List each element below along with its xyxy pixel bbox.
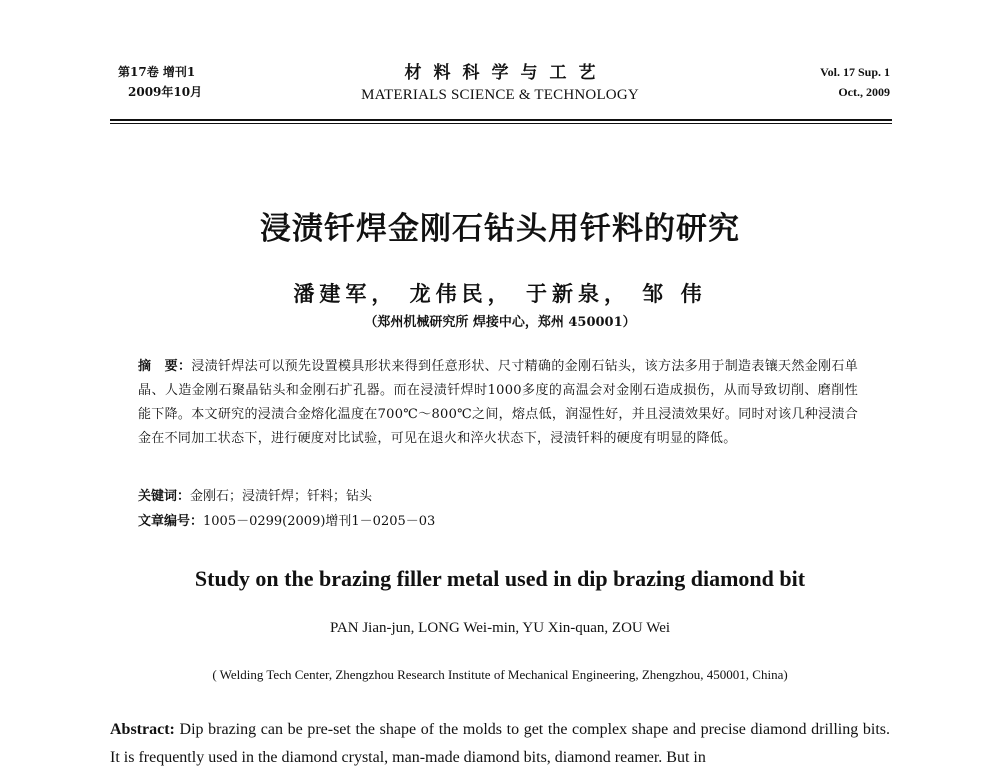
- volume-en: Vol. 17 Sup. 1: [820, 65, 890, 79]
- abstract-en: [110, 716, 890, 772]
- abstract-cn-text: 浸渍钎焊法可以预先设置模具形状来得到任意形状、尺寸精确的金刚石钻头，该方法多用于制造表镶天然金刚石单晶、人造金刚石聚晶钻头和金刚石扩孔器。而在浸渍钎焊时1000多度的高温会对金刚石造成损伤，从而导致切削、磨削性能下降。本文研究的浸渍合金熔化温度在700℃～800℃之间，熔点低，润湿性好，并且浸渍效果好。同时对该几种浸渍合金在不同加工状态下，进行硬度对比试验，可见在退火和淬火状态下，浸渍钎料的硬度有明显的降低。: [138, 359, 858, 446]
- abstract-en-label: Abstract:: [110, 721, 175, 738]
- journal-name-cn: 材料科学与工艺: [404, 63, 608, 83]
- authors-en: PAN Jian-jun, LONG Wei-min, YU Xin-quan, ZOU Wei: [329, 620, 671, 636]
- abstract-en-text: Dip brazing can be pre-set the shape of the molds to get the complex shape and precise diamond drilling bits. It is frequently used in the diamond crystal, man-made diamond bits, diamond reamer. But in: [110, 721, 890, 766]
- authors-cn: 潘建军， 龙伟民， 于新泉， 邹 伟: [293, 281, 707, 306]
- volume-cn: 第17卷 增刊1: [118, 65, 196, 79]
- header-right: [820, 62, 890, 102]
- keywords-cn-label: 关键词：: [138, 489, 191, 504]
- paper-title-cn: 浸渍钎焊金刚石钻头用钎料的研究: [260, 211, 740, 247]
- header-left: [118, 62, 202, 102]
- affiliation-en: ( Welding Tech Center, Zhengzhou Research Institute of Mechanical Engineering, Zhengzhou, 450001, China): [212, 667, 788, 682]
- header-center: [300, 62, 700, 106]
- header-rule-thin: [110, 123, 892, 124]
- article-number-cn: [138, 510, 435, 529]
- journal-header: [0, 62, 1000, 110]
- header-rule-thick: [110, 119, 892, 121]
- date-cn: 2009年10月: [128, 85, 203, 99]
- abstract-cn: [138, 355, 858, 451]
- keywords-cn-text: 金刚石；浸渍钎焊；钎料；钻头: [190, 489, 373, 504]
- journal-name-en: MATERIALS SCIENCE & TECHNOLOGY: [361, 87, 639, 103]
- paper-title-en: Study on the brazing filler metal used in dip brazing diamond bit: [194, 566, 806, 591]
- date-en: Oct., 2009: [838, 85, 890, 99]
- abstract-cn-label: 摘 要：: [138, 359, 192, 374]
- keywords-cn: [138, 485, 372, 504]
- article-number-text: 1005－0299(2009)增刊1－0205－03: [203, 514, 436, 529]
- affiliation-cn: （郑州机械研究所 焊接中心，郑州 450001）: [364, 315, 636, 330]
- article-number-label: 文章编号：: [138, 514, 204, 529]
